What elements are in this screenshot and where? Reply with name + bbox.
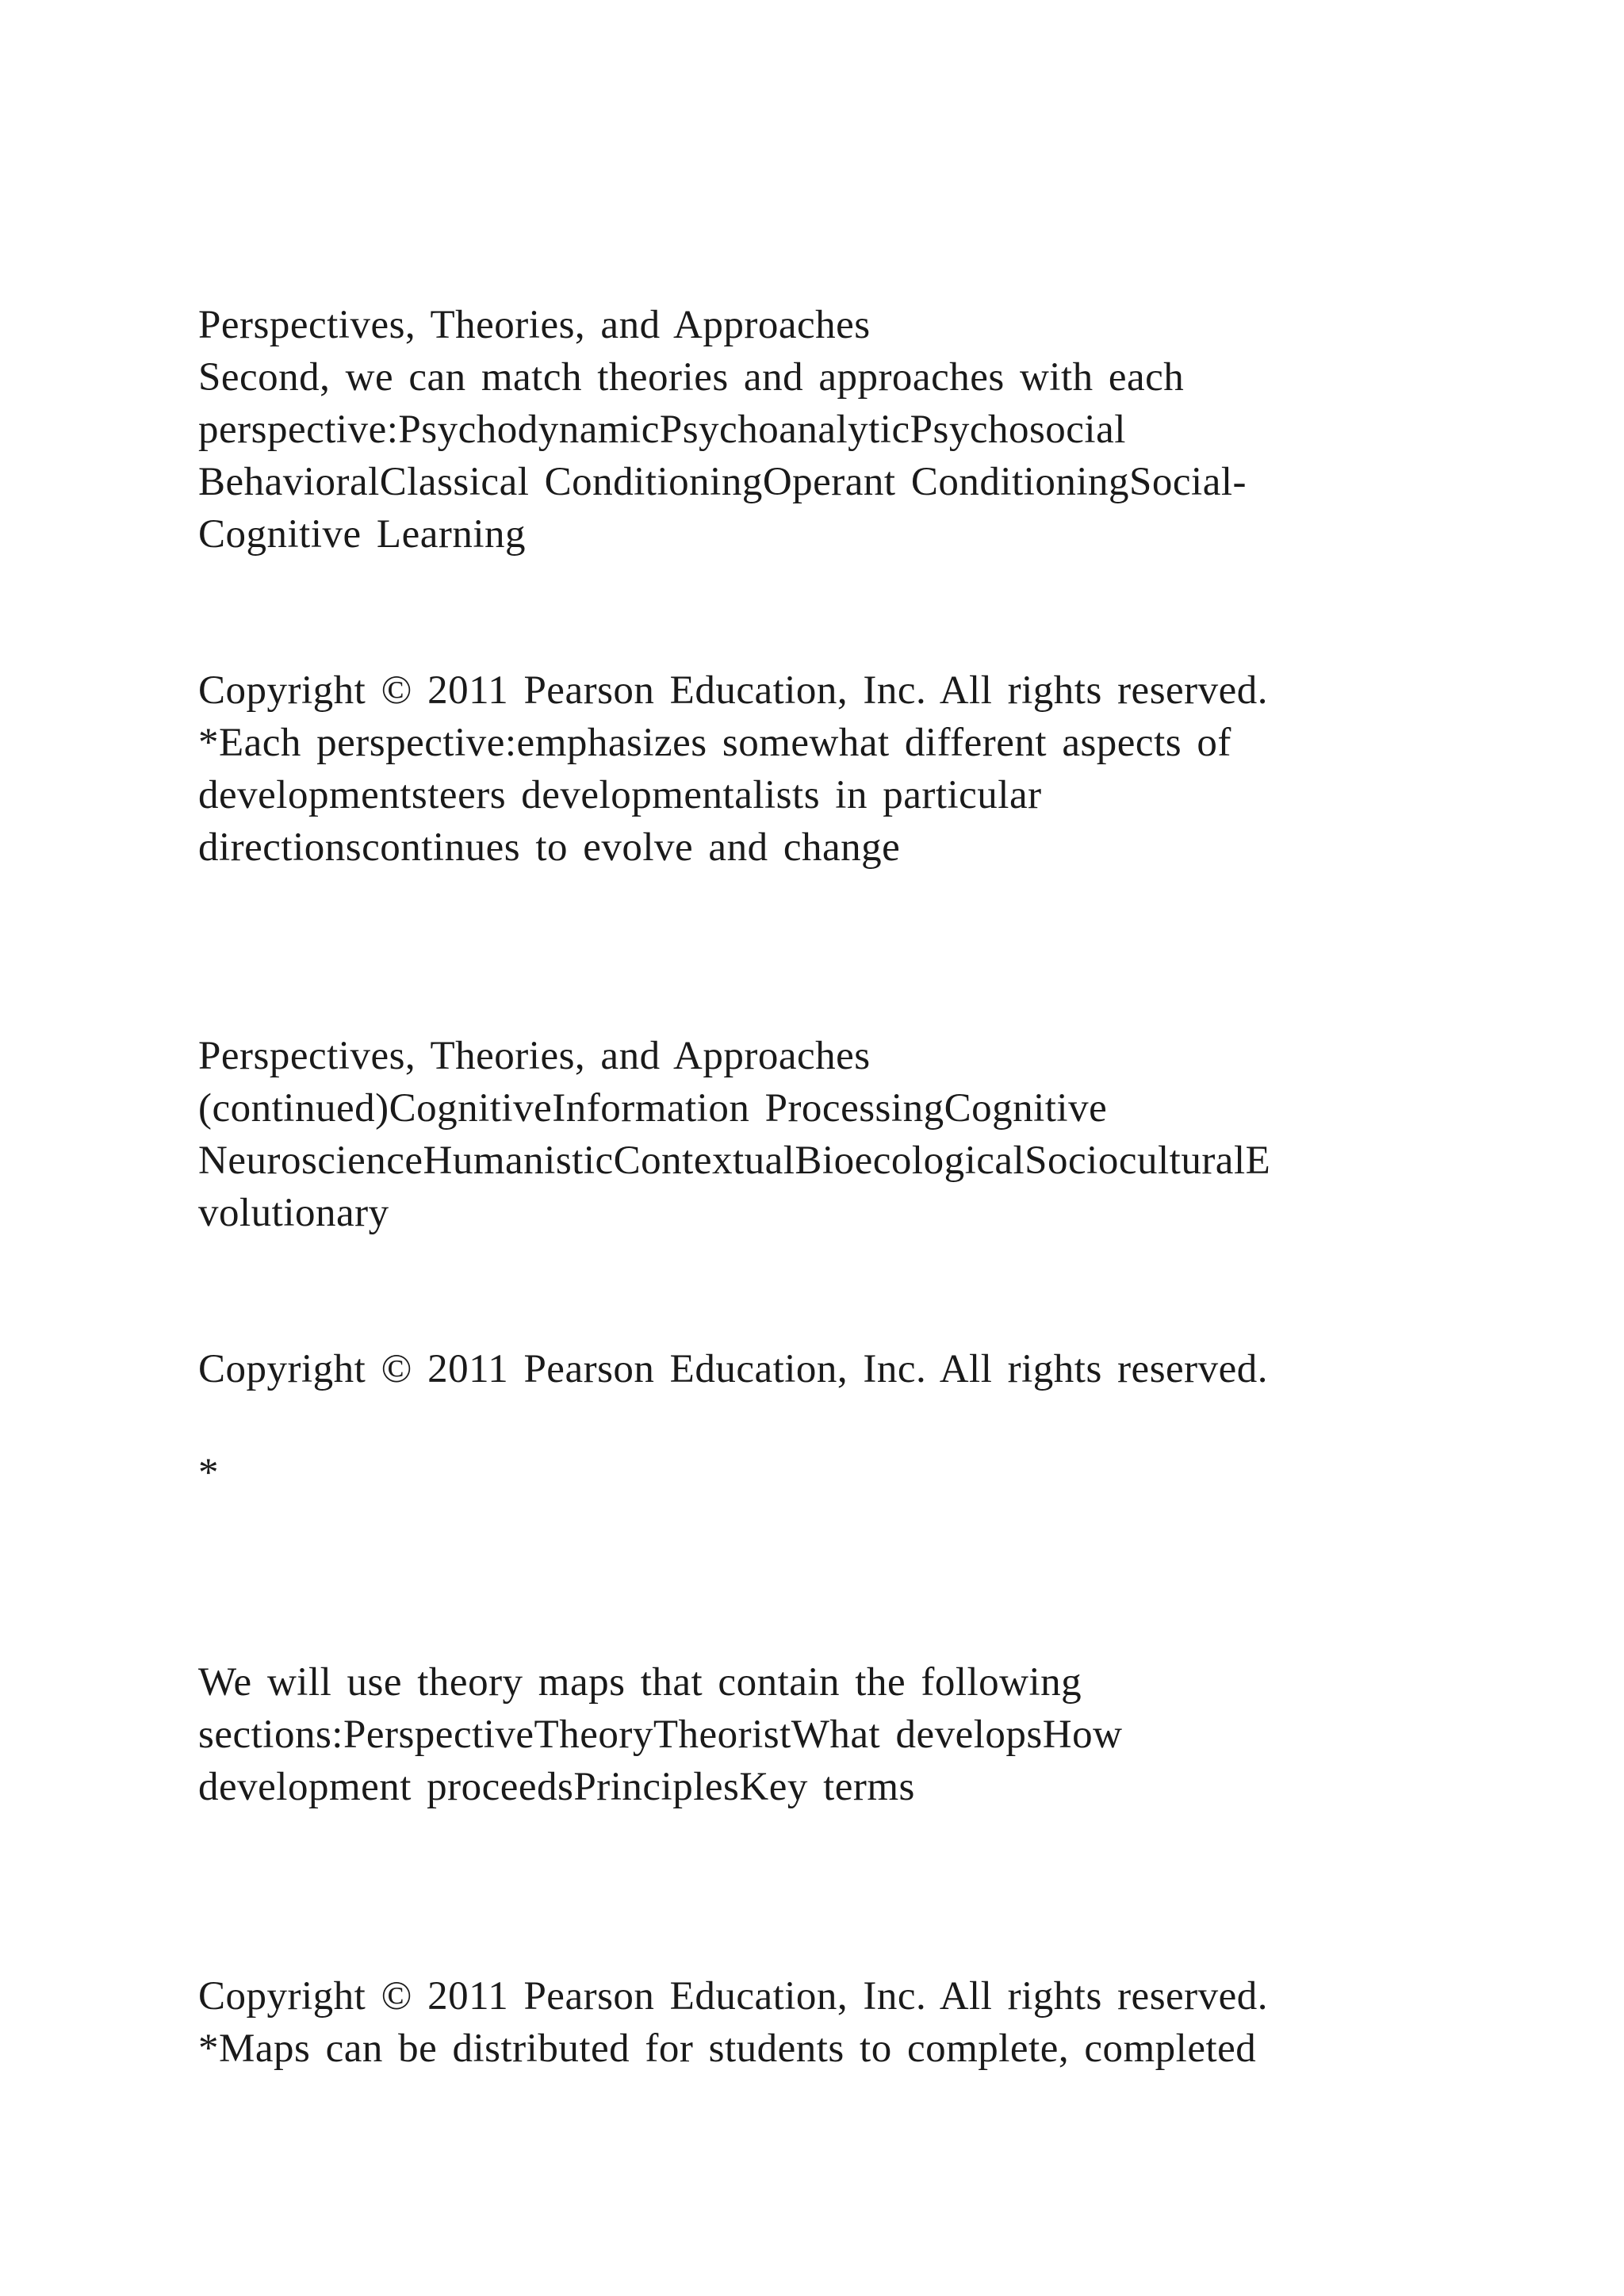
slide-3-body-line-1: We will use theory maps that contain the following: [198, 1660, 1082, 1705]
slide-2-body-line-1: (continued)CognitiveInformation ProcessingCognitive: [198, 1086, 1108, 1131]
slide-2-body-line-2: NeuroscienceHumanisticContextualBioecologicalSocioculturalE: [198, 1138, 1271, 1183]
slide-2-body-line-3: volutionary: [198, 1191, 389, 1235]
slide-3-body-line-2: sections:PerspectiveTheoryTheoristWhat developsHow: [198, 1712, 1123, 1757]
slide-1-body-line-1: Second, we can match theories and approaches with each: [198, 355, 1185, 400]
slide-3-body-line-3: development proceedsPrinciplesKey terms: [198, 1765, 915, 1809]
copyright-notice-2: Copyright © 2011 Pearson Education, Inc. All rights reserved.: [198, 1347, 1269, 1391]
slide-1-title: Perspectives, Theories, and Approaches: [198, 303, 871, 347]
slide-1-body-line-3: BehavioralClassical ConditioningOperant ConditioningSocial-: [198, 460, 1247, 504]
note-1-line-1: *Each perspective:emphasizes somewhat different aspects of: [198, 721, 1231, 765]
copyright-notice-3: Copyright © 2011 Pearson Education, Inc. All rights reserved.: [198, 1974, 1269, 2019]
copyright-notice-1: Copyright © 2011 Pearson Education, Inc. All rights reserved.: [198, 668, 1269, 713]
slide-2-title: Perspectives, Theories, and Approaches: [198, 1034, 871, 1078]
slide-1-body-line-2: perspective:PsychodynamicPsychoanalyticPsychosocial: [198, 408, 1126, 452]
note-3-line-1: *Maps can be distributed for students to complete, completed: [198, 2026, 1257, 2071]
note-2-asterisk: *: [198, 1451, 219, 1495]
note-1-line-2: developmentsteers developmentalists in particular: [198, 773, 1042, 817]
slide-1-body-line-4: Cognitive Learning: [198, 512, 526, 557]
note-1-line-3: directionscontinues to evolve and change: [198, 825, 901, 870]
